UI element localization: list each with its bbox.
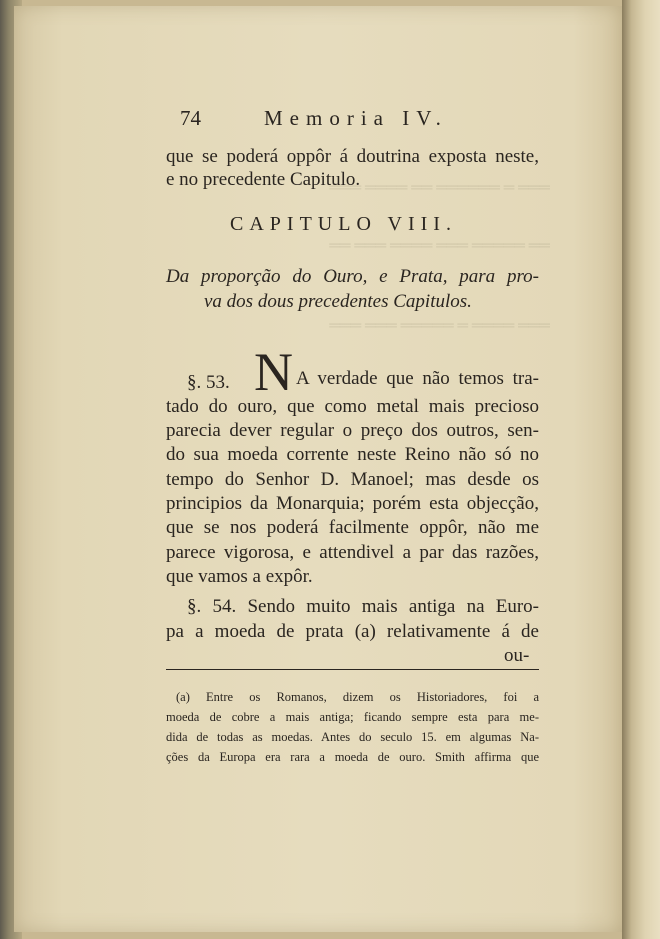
paragraph-line: A verdade que não temos tra- bbox=[296, 368, 539, 389]
footnote-line: moeda de cobre a mais antiga; ficando sempre esta para me- bbox=[166, 710, 539, 724]
intro-line: que se poderá oppôr á doutrina exposta neste, bbox=[166, 146, 539, 167]
show-through: ═══ ═ ══════ ══ ════ ═══ bbox=[329, 180, 550, 196]
footnote-line: (a) Entre os Romanos, dizem os Historiadores, foi a bbox=[176, 690, 539, 704]
paragraph-line: principios da Monarquia; porém esta objecção, bbox=[166, 493, 539, 514]
paragraph-line: que vamos a expôr. bbox=[166, 566, 313, 587]
footnote-line: ções da Europa era rara a moeda de ouro. Smith affirma que bbox=[166, 750, 539, 764]
paragraph-line: parecia dever regular o preço dos outros, sen- bbox=[166, 420, 539, 441]
footnote-line: dida de todas as moedas. Antes do seculo 15. em algumas Na- bbox=[166, 730, 539, 744]
footnote-rule bbox=[166, 669, 539, 670]
chapter-heading: CAPITULO VIII. bbox=[230, 213, 457, 235]
paragraph-line: §. 54. Sendo muito mais antiga na Euro- bbox=[187, 596, 539, 617]
paragraph-line: que se nos poderá facilmente oppôr, não me bbox=[166, 517, 539, 538]
paragraph-line: do sua moeda corrente neste Reino não só no bbox=[166, 444, 539, 465]
catchword: ou- bbox=[504, 645, 530, 666]
page-number: 74 bbox=[180, 106, 201, 130]
intro-line: e no precedente Capitulo. bbox=[166, 169, 361, 190]
paragraph-line: parece vigorosa, e attendivel a par das razões, bbox=[166, 542, 539, 563]
running-header bbox=[180, 106, 540, 132]
right-page-edge bbox=[622, 0, 660, 939]
section-marker: §. 53. bbox=[187, 372, 230, 393]
paragraph-line: tado do ouro, que como metal mais precioso bbox=[166, 396, 539, 417]
running-title: Memoria IV. bbox=[264, 106, 448, 130]
show-through: ══ ═════ ═══ ════ ═══ ══ bbox=[329, 238, 550, 254]
paragraph-line: tempo do Senhor D. Manoel; mas desde os bbox=[166, 469, 539, 490]
drop-cap: N bbox=[254, 342, 293, 402]
paragraph-line: pa a moeda de prata (a) relativamente á de bbox=[166, 621, 539, 642]
show-through: ═══ ════ ═ ═════ ═══ ═══ bbox=[329, 318, 550, 334]
chapter-subtitle-line: Da proporção do Ouro, e Prata, para pro- bbox=[166, 266, 539, 287]
chapter-subtitle-line: va dos dous precedentes Capitulos. bbox=[204, 291, 472, 312]
